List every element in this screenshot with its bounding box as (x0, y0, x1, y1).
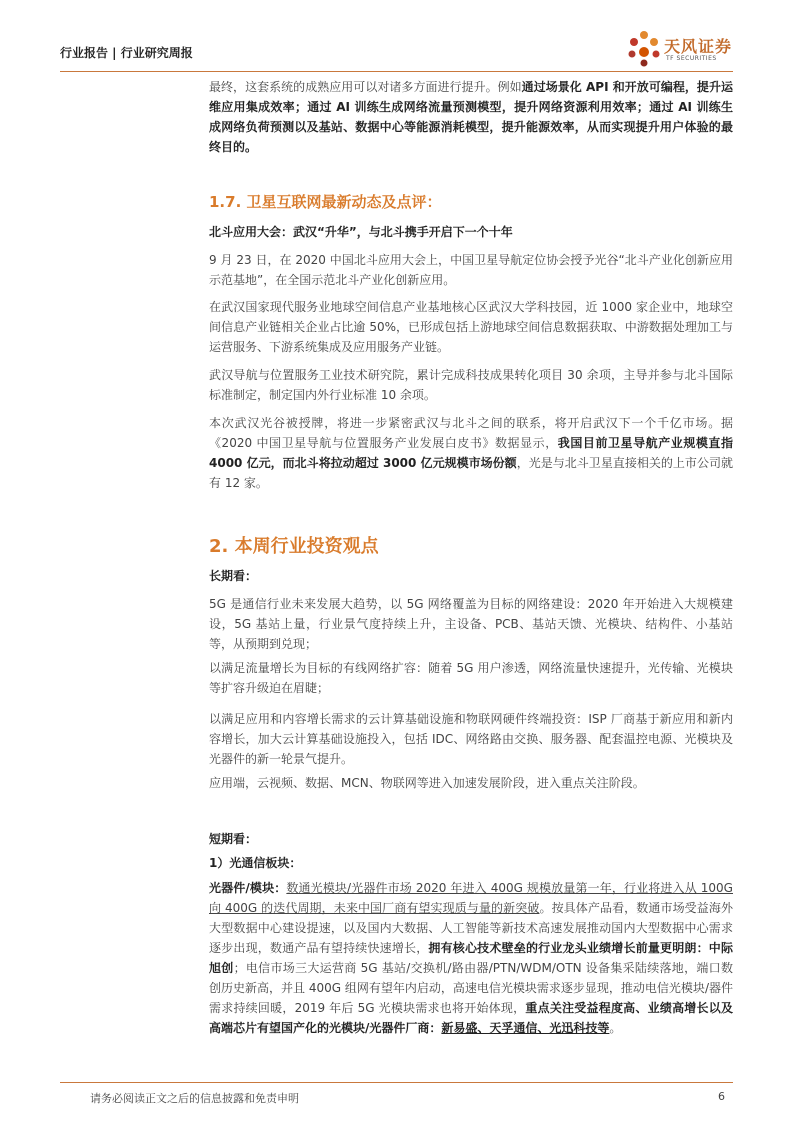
section-2-heading: 2. 本周行业投资观点 (209, 536, 379, 557)
logo-text-en: TF SECURITIES (666, 55, 717, 62)
optical-sector-label: 1）光通信板块： (209, 856, 302, 870)
long-term-point-cloud: 以满足应用和内容增长需求的云计算基础设施和物联网硬件终端投资：ISP 厂商基于新应用和新内容增长，加大云计算基础设施投入，包括 IDC、网络路由交换、服务器、配套温控电源、光模块及光器件的新一轮景气提升。 (209, 712, 733, 766)
intro-emphasis: 通过场景化 API 和开放可编程，提升运维应用集成效率；通过 AI 训练生成网络流量预测模型，提升网络资源利用效率；通过 AI 训练生成网络负荷预测以及基站、数据中心等能源消耗模型，提升能源效率，从而实现提升用户体验的最终目的。 (209, 80, 733, 154)
short-term-label: 短期看： (209, 832, 258, 846)
optical-paragraph: 光器件/模块：数通光模块/光器件市场 2020 年进入 400G 规模放量第一年，行业将进入从 100G 向 400G 的迭代周期，未来中国厂商有望实现质与量的新突破。按具体产品看，数通市场受益海外大型数据中心建设提速，以及国内大数据、人工智能等新技术高速发展推动国内大型数据中心需求逐步出现，数通产品有望持续快速增长，拥有核心技术壁垒的行业龙头业绩增长前量更明朗：中际旭创；电信市场三大运营商 5G 基站/交换机/路由器/PTN/WDM/OTN 设备集采陆续落地，端口数创历史新高，并且 400G 组网有望年内启动，高速电信光模块需求逐步显现，推动电信光模块/器件需求持续回暖，2019 年后 5G 光模块需求也将开始体现，重点关注受益程度高、业绩高增长以及高端芯片有望国产化的光模块/光器件厂商：新易盛、天孚通信、光迅科技等。 (209, 881, 733, 1035)
leader-emphasis: 拥有核心技术壁垒的行业龙头业绩增长前量更明朗：中际旭创 (209, 941, 733, 975)
beidou-paragraph-4: 本次武汉光谷被授牌，将进一步紧密武汉与北斗之间的联系，将开启武汉下一个千亿市场。据《2020 中国卫星导航与位置服务产业发展白皮书》数据显示，我国目前卫星导航产业规模直指 4000 亿元，而北斗将拉动超过 3000 亿元规模市场份额，光是与北斗卫星直接相关的上市公司就有 12 家。 (209, 416, 733, 490)
beidou-paragraph-2: 在武汉国家现代服务业地球空间信息产业基地核心区武汉大学科技园，近 1000 家企业中，地球空间信息产业链相关企业占比逾 50%，已形成包括上游地球空间信息数据获取、中游数据处理加工与运营服务、下游系统集成及应用服务产业链。 (209, 300, 733, 354)
datacom-underline: 数通光模块/光器件市场 2020 年进入 400G 规模放量第一年，行业将进入从 100G 向 400G 的迭代周期，未来中国厂商有望实现质与量的新突破 (209, 881, 733, 915)
long-term-point-apps: 应用端，云视频、数据、MCN、物联网等进入加速发展阶段，进入重点关注阶段。 (209, 776, 645, 790)
header-divider (60, 71, 733, 72)
section-1-7-heading: 1.7. 卫星互联网最新动态及点评： (209, 193, 442, 211)
company-logo (626, 30, 736, 68)
intro-paragraph: 最终，这套系统的成熟应用可以对诸多方面进行提升。例如通过场景化 API 和开放可编程，提升运维应用集成效率；通过 AI 训练生成网络流量预测模型，提升网络资源利用效率；通过 AI 训练生成网络负荷预测以及基站、数据中心等能源消耗模型，提升能源效率，从而实现提升用户体验的最终目的。 (209, 80, 733, 154)
footer-disclaimer: 请务必阅读正文之后的信息披露和免责申明 (90, 1092, 299, 1105)
report-header-title: 行业报告 | 行业研究周报 (60, 46, 193, 60)
beidou-paragraph-3: 武汉导航与位置服务工业技术研究院，累计完成科技成果转化项目 30 余项，主导并参与北斗国际标准制定，制定国内外行业标准 10 余项。 (209, 368, 733, 402)
long-term-label: 长期看： (209, 569, 258, 583)
focus-emphasis: 重点关注受益程度高、业绩高增长以及高端芯片有望国产化的光模块/光器件厂商： (209, 1001, 733, 1035)
logo-mark-icon (626, 30, 662, 68)
recommended-stocks: 新易盛、天孚通信、光迅科技等 (441, 1021, 610, 1035)
long-term-point-5g: 5G 是通信行业未来发展大趋势，以 5G 网络覆盖为目标的网络建设：2020 年开始进入大规模建设，5G 基站上量，行业景气度持续上升，主设备、PCB、基站天馈、光模块、结构件、小基站等，从预期到兑现； (209, 597, 733, 651)
footer-divider (60, 1082, 733, 1083)
long-term-point-wired: 以满足流量增长为目标的有线网络扩容：随着 5G 用户渗透，网络流量快速提升，光传输、光模块等扩容升级迫在眉睫； (209, 661, 733, 695)
beidou-paragraph-1: 9 月 23 日，在 2020 中国北斗应用大会上，中国卫星导航定位协会授予光谷“北斗产业化创新应用示范基地”，在全国示范北斗产业化创新应用。 (209, 253, 733, 287)
logo-text-cn: 天风证券 (664, 37, 733, 56)
beidou-market-emphasis: 我国目前卫星导航产业规模直指 4000 亿元，而北斗将拉动超过 3000 亿元规模市场份额 (209, 436, 733, 470)
beidou-subheading: 北斗应用大会：武汉“升华”，与北斗携手开启下一个十年 (209, 225, 513, 239)
page-number: 6 (718, 1090, 725, 1103)
